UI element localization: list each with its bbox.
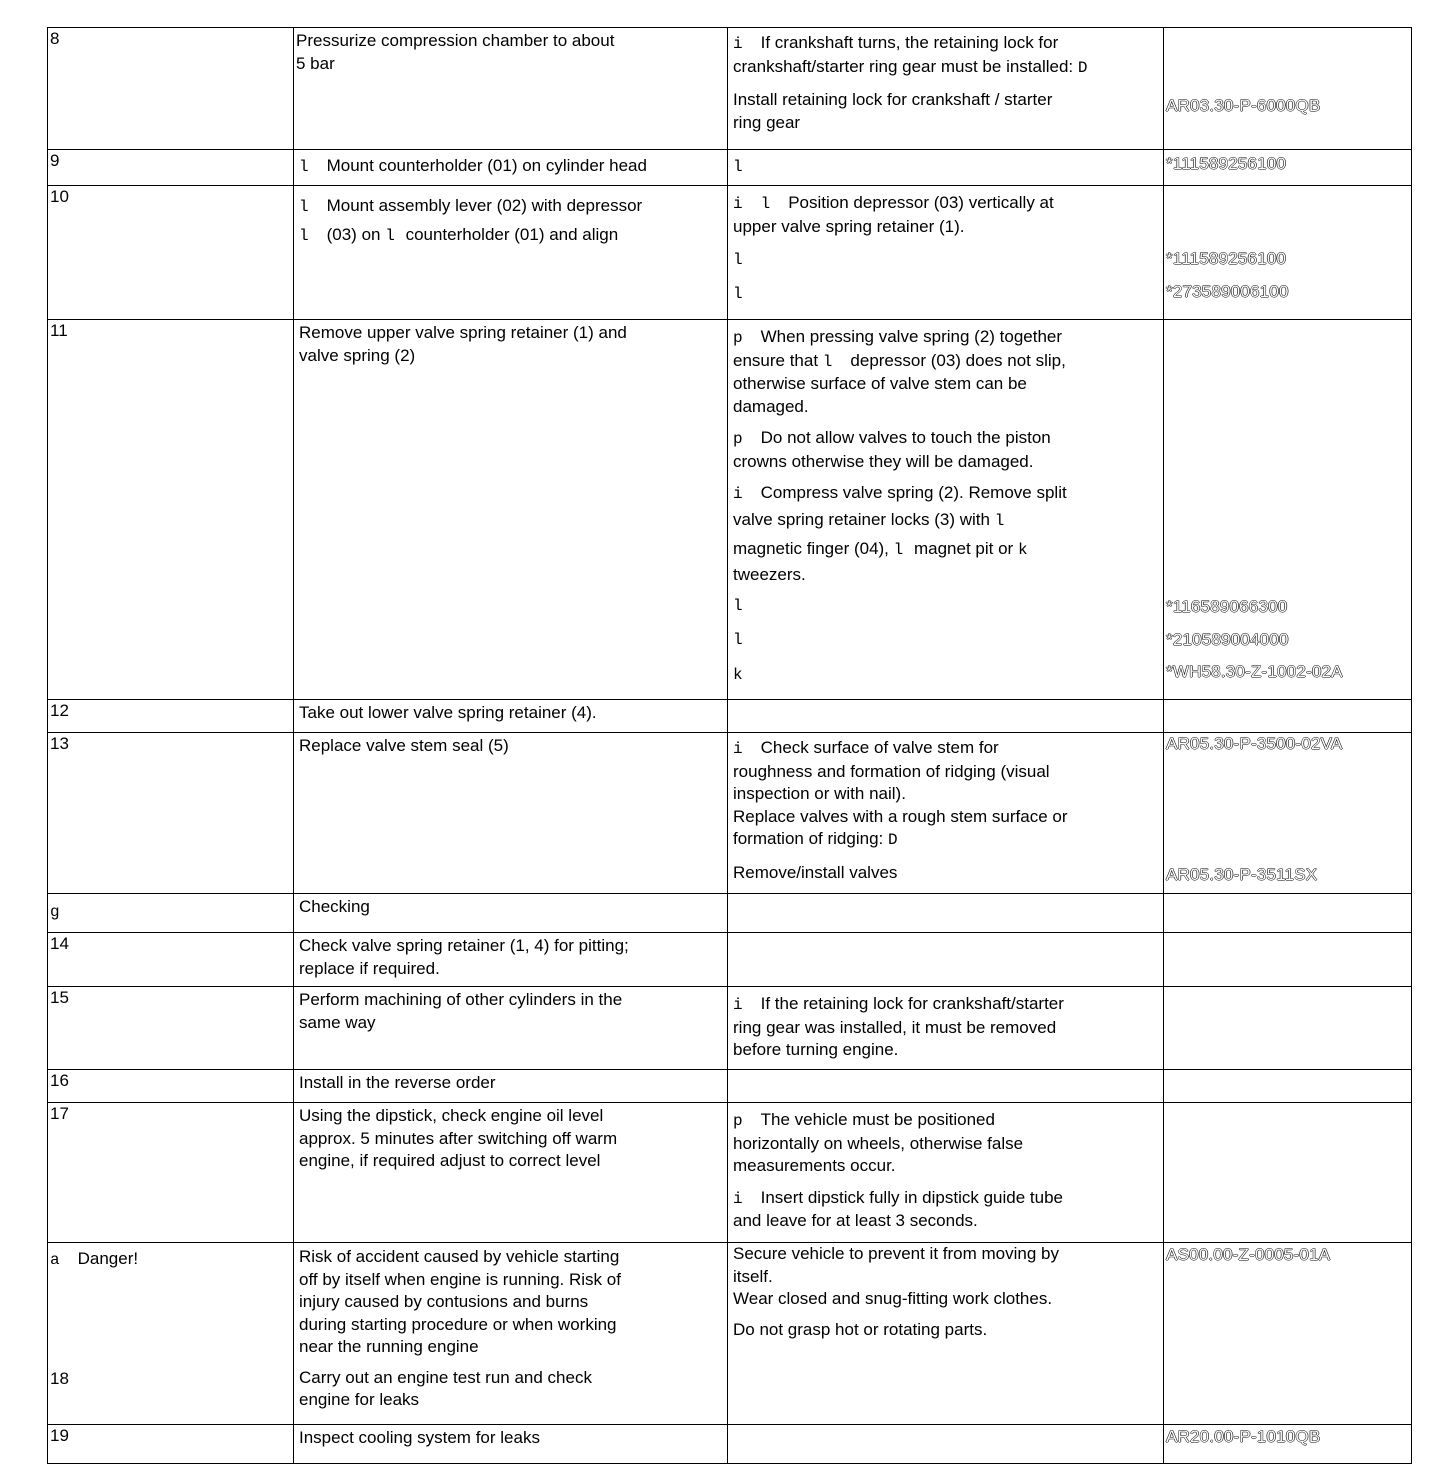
reference-cell xyxy=(1164,1070,1412,1103)
tool-icon: l xyxy=(733,251,743,269)
caution-icon: p xyxy=(733,1112,743,1130)
reference-cell xyxy=(1164,150,1412,186)
reference-link[interactable]: AS00.00-Z-0005-01A xyxy=(1166,1245,1331,1264)
check-icon: g xyxy=(50,903,60,921)
notes-cell xyxy=(728,700,1164,733)
reference-cell xyxy=(1164,1243,1412,1425)
step-number: 13 xyxy=(48,733,294,894)
reference-link[interactable]: AR20.00-P-1010QB xyxy=(1166,1427,1321,1446)
notes-cell: i l Position depressor (03) vertically at upper valve spring retainer (1). l l xyxy=(728,186,1164,320)
info-icon: i xyxy=(733,485,743,503)
notes-cell: p When pressing valve spring (2) together ensure that l depressor (03) does not slip, otherwise surface of valve stem can be damaged. p Do not allow valves to touch the piston crowns otherwise they will be damaged. i Compress valve spring (2). Remove split valve spring retainer locks (3) with l magnetic finger (04), l magnet pit or k tweezers. l l k xyxy=(728,320,1164,700)
danger-label: Danger! xyxy=(77,1249,139,1268)
action-cell: Take out lower valve spring retainer (4). xyxy=(294,700,728,733)
tool-icon: l xyxy=(760,195,771,213)
danger-icon: a xyxy=(50,1251,60,1269)
notes-cell xyxy=(728,1425,1164,1464)
table-row xyxy=(48,28,1412,150)
step-number: 19 xyxy=(48,1425,294,1464)
table-row xyxy=(48,186,1412,320)
table-row xyxy=(48,320,1412,700)
table-row xyxy=(48,1243,1412,1425)
info-icon: i xyxy=(733,35,743,53)
tool-icon: l xyxy=(733,158,743,176)
tool-icon: l xyxy=(299,198,309,216)
reference-cell xyxy=(1164,987,1412,1070)
reference-cell xyxy=(1164,700,1412,733)
reference-link[interactable]: AR05.30-P-3500-02VA xyxy=(1166,734,1343,753)
tool-icon: l xyxy=(994,511,1005,530)
action-cell: Checking xyxy=(294,894,728,933)
reference-cell xyxy=(1164,894,1412,933)
table-row xyxy=(48,1103,1412,1243)
step-number: 10 xyxy=(48,186,294,320)
action-cell: Inspect cooling system for leaks xyxy=(294,1425,728,1464)
tool-icon: k xyxy=(733,666,743,684)
notes-cell xyxy=(728,894,1164,933)
step-number: 15 xyxy=(48,987,294,1070)
notes-cell xyxy=(728,150,1164,186)
action-cell: Using the dipstick, check engine oil level approx. 5 minutes after switching off warm engine, if required adjust to correct level xyxy=(294,1103,728,1243)
action-cell: Pressurize compression chamber to about 5 bar xyxy=(294,28,728,150)
action-cell: Install in the reverse order xyxy=(294,1070,728,1103)
reference-cell xyxy=(1164,28,1412,150)
tool-icon: l xyxy=(299,158,309,176)
reference-cell xyxy=(1164,320,1412,700)
step-number: 17 xyxy=(48,1103,294,1243)
link-icon[interactable]: D xyxy=(1077,58,1088,77)
tool-icon: l xyxy=(733,284,743,303)
notes-cell xyxy=(728,933,1164,987)
action-cell: Check valve spring retainer (1, 4) for pitting; replace if required. xyxy=(294,933,728,987)
reference-link[interactable]: *210589004000 xyxy=(1166,629,1289,649)
notes-cell xyxy=(728,1070,1164,1103)
reference-link[interactable]: *273589006100 xyxy=(1166,281,1289,301)
tool-icon: k xyxy=(1017,540,1028,559)
procedure-table xyxy=(47,27,1412,1464)
action-cell: Remove upper valve spring retainer (1) and valve spring (2) xyxy=(294,320,728,700)
step-number: 9 xyxy=(48,150,294,186)
caution-icon: p xyxy=(733,430,743,448)
table-row xyxy=(48,1070,1412,1103)
action-cell: Risk of accident caused by vehicle starting off by itself when engine is running. Risk of injury caused by contusions and burns during starting procedure or when working near the running engine Carry out an engine test run and check engine for leaks xyxy=(294,1243,728,1425)
link-icon[interactable]: D xyxy=(887,831,898,849)
table-row xyxy=(48,894,1412,933)
tool-icon: l xyxy=(733,597,743,615)
info-icon: i xyxy=(733,195,743,213)
reference-link[interactable]: AR05.30-P-3511SX xyxy=(1166,864,1318,884)
reference-link[interactable]: AR03.30-P-6000QB xyxy=(1166,96,1321,115)
notes-cell: i If the retaining lock for crankshaft/starter ring gear was installed, it must be removed before turning engine. xyxy=(728,987,1164,1070)
tool-icon: l xyxy=(385,227,395,245)
reference-cell xyxy=(1164,933,1412,987)
tool-icon: l xyxy=(893,540,904,559)
action-cell: l Mount assembly lever (02) with depressor l (03) on l counterholder (01) and align xyxy=(294,186,728,320)
action-cell: l Mount counterholder (01) on cylinder head xyxy=(294,150,728,186)
step-number: 11 xyxy=(48,320,294,700)
reference-link[interactable]: *111589256100 xyxy=(1166,249,1287,268)
notes-cell: i Check surface of valve stem for roughness and formation of ridging (visual inspection or with nail). Replace valves with a rough stem surface or formation of ridging: D Remove/install valves xyxy=(728,733,1164,894)
table-row xyxy=(48,733,1412,894)
reference-cell xyxy=(1164,186,1412,320)
table-row xyxy=(48,933,1412,987)
step-number: 14 xyxy=(48,933,294,987)
reference-cell xyxy=(1164,1425,1412,1464)
notes-cell: Secure vehicle to prevent it from moving by itself. Wear closed and snug-fitting work clothes. Do not grasp hot or rotating parts. xyxy=(728,1243,1164,1425)
table-row xyxy=(48,1425,1412,1464)
tool-icon: l xyxy=(733,630,743,649)
tool-icon: l xyxy=(822,352,833,371)
reference-cell xyxy=(1164,1103,1412,1243)
reference-link[interactable]: *116589066300 xyxy=(1166,597,1288,616)
reference-link[interactable]: *WH58.30-Z-1002-02A xyxy=(1166,662,1343,681)
info-icon: i xyxy=(733,740,743,758)
step-number: 8 xyxy=(48,28,294,150)
table-row xyxy=(48,150,1412,186)
action-cell: Replace valve stem seal (5) xyxy=(294,733,728,894)
info-icon: i xyxy=(733,996,743,1014)
action-cell: Perform machining of other cylinders in the same way xyxy=(294,987,728,1070)
caution-icon: p xyxy=(733,329,743,347)
info-icon: i xyxy=(733,1189,743,1208)
reference-cell xyxy=(1164,733,1412,894)
reference-link[interactable]: *111589256100 xyxy=(1166,154,1287,173)
step-number: 16 xyxy=(48,1070,294,1103)
table-row xyxy=(48,987,1412,1070)
step-number: a Danger! 18 xyxy=(48,1243,294,1425)
notes-cell: p The vehicle must be positioned horizontally on wheels, otherwise false measurements occur. i Insert dipstick fully in dipstick guide tube and leave for at least 3 seconds. xyxy=(728,1103,1164,1243)
notes-cell: i If crankshaft turns, the retaining lock for crankshaft/starter ring gear must be installed: D Install retaining lock for crankshaft / starter ring gear xyxy=(728,28,1164,150)
tool-icon: l xyxy=(299,227,309,245)
step-number xyxy=(48,894,294,933)
step-number: 12 xyxy=(48,700,294,733)
table-row xyxy=(48,700,1412,733)
